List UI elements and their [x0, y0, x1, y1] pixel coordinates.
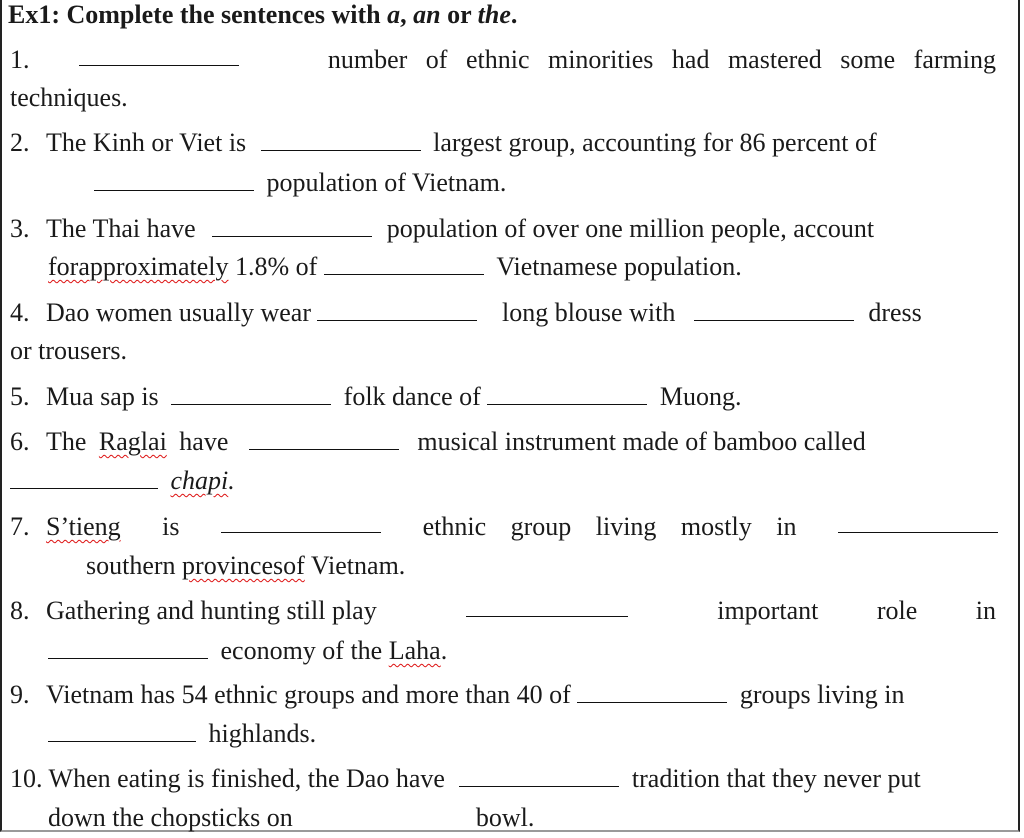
answer-blank[interactable] [838, 512, 998, 533]
sentence-4-line-1: 4. Dao women usually wear long blouse with dress [10, 298, 922, 327]
sentence-5-line-1: 5. Mua sap is folk dance of Muong. [10, 382, 742, 411]
sentence-8-line-2: economy of the Laha. [48, 636, 447, 666]
item-number: 3. [10, 214, 30, 243]
sentence-6-line-1: 6. The Raglai have musical instrument made of bamboo called [10, 427, 866, 456]
item-number: 2. [10, 128, 30, 157]
answer-blank[interactable] [79, 45, 239, 66]
sentence-6-line-2: chapi. [10, 466, 235, 496]
answer-blank[interactable] [212, 216, 372, 237]
item-number: 10. [10, 764, 43, 793]
sentence-1-line-2: techniques. [10, 83, 128, 112]
sentence-7-line-2: southern provincesof Vietnam. [86, 551, 406, 580]
sentence-3-line-2: forapproximately 1.8% of Vietnamese population. [48, 252, 742, 281]
answer-blank[interactable] [48, 638, 208, 659]
answer-blank[interactable] [487, 384, 647, 405]
sentence-8-line-1: 8. Gathering and hunting still play important role in [10, 596, 996, 625]
answer-blank[interactable] [459, 766, 619, 787]
sentence-7-line-1: 7. S’tieng is ethnic group living mostly in [10, 512, 998, 542]
item-number: 1. [10, 45, 30, 74]
sentence-9-line-1: 9. Vietnam has 54 ethnic groups and more than 40 of groups living in [10, 680, 905, 709]
item-number: 9. [10, 680, 30, 709]
answer-blank[interactable] [249, 429, 399, 450]
answer-blank[interactable] [317, 300, 477, 321]
answer-blank[interactable] [577, 682, 727, 703]
answer-blank[interactable] [94, 170, 254, 191]
sentence-2-line-2: population of Vietnam. [94, 168, 506, 198]
sentence-10-line-2: down the chopsticks on bowl. [48, 803, 535, 832]
item-number: 6. [10, 427, 30, 456]
answer-blank[interactable] [299, 805, 469, 826]
sentence-10-line-1: 10. When eating is finished, the Dao have tradition that they never put [10, 764, 921, 793]
sentence-1-line-1: 1. number of ethnic minorities had mastered some farming [10, 45, 996, 74]
item-number: 7. [10, 512, 30, 541]
item-number: 4. [10, 298, 30, 327]
exercise-title: Ex1: Complete the sentences with a, an or the. [8, 0, 518, 29]
answer-blank[interactable] [261, 130, 421, 151]
answer-blank[interactable] [10, 468, 158, 489]
answer-blank[interactable] [171, 384, 331, 405]
sentence-9-line-2: highlands. [48, 719, 316, 749]
answer-blank[interactable] [221, 512, 381, 533]
sentence-2-line-1: 2. The Kinh or Viet is largest group, accounting for 86 percent of [10, 128, 877, 157]
answer-blank[interactable] [324, 254, 484, 275]
answer-blank[interactable] [48, 721, 196, 742]
answer-blank[interactable] [694, 300, 854, 321]
item-number: 8. [10, 596, 30, 625]
sentence-4-line-2: or trousers. [10, 336, 127, 365]
item-number: 5. [10, 382, 30, 411]
sentence-3-line-1: 3. The Thai have population of over one million people, account [10, 214, 875, 243]
answer-blank[interactable] [466, 596, 628, 617]
